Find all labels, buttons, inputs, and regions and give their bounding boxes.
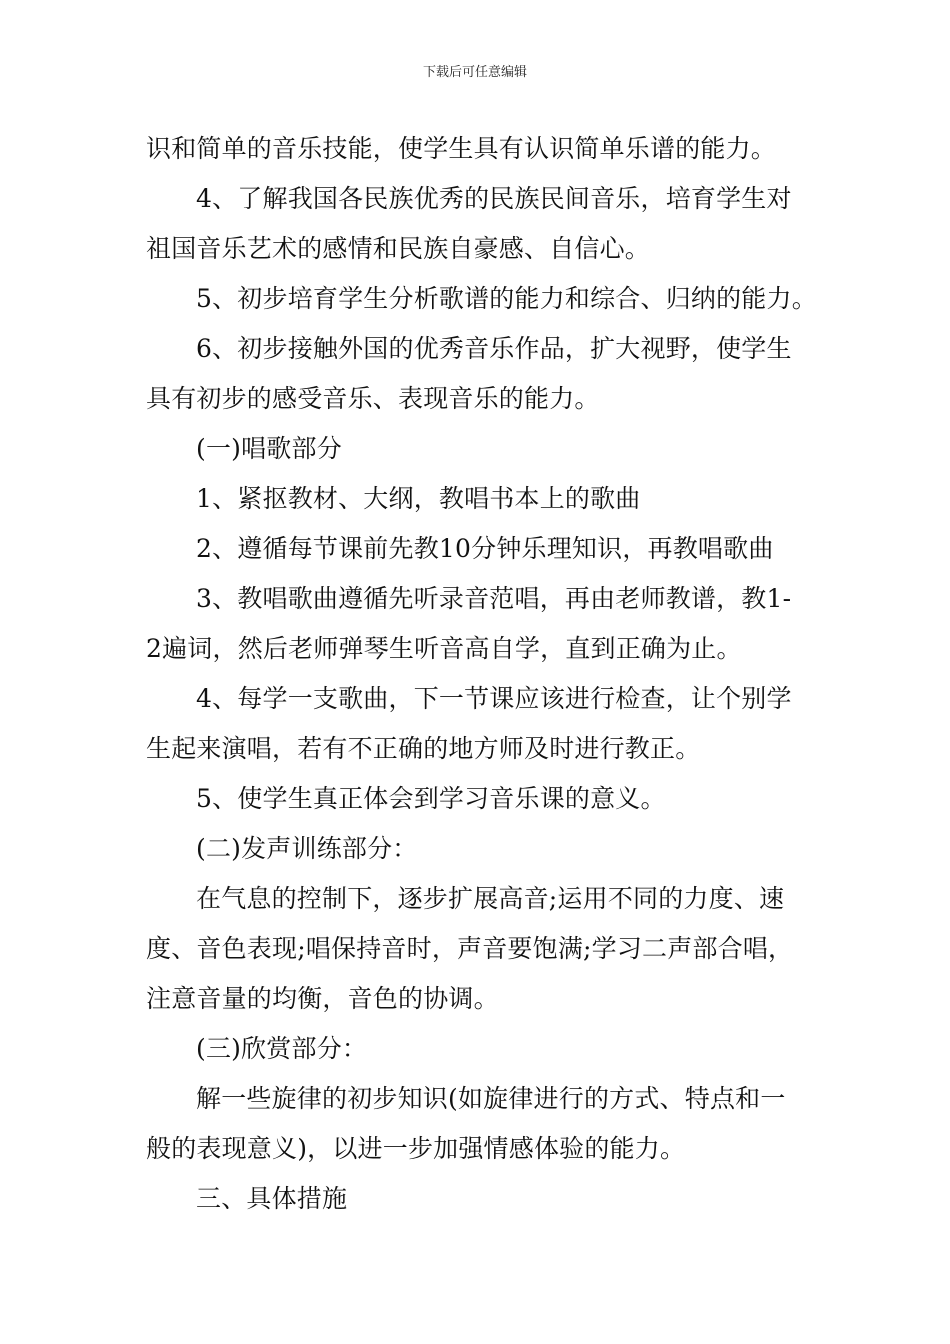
text-line: 5、使学生真正体会到学习音乐课的意义。 <box>196 784 666 813</box>
document-body <box>146 124 826 1224</box>
text-line: 具有初步的感受音乐、表现音乐的能力。 <box>146 384 600 413</box>
text-line: 2、遵循每节课前先教10分钟乐理知识，再教唱歌曲 <box>196 534 774 563</box>
section-heading: (二)发声训练部分： <box>196 834 418 863</box>
text-line: 注意音量的均衡，音色的协调。 <box>146 984 499 1013</box>
text-line: 2遍词，然后老师弹琴生听音高自学，直到正确为止。 <box>146 634 742 663</box>
text-line: 识和简单的音乐技能，使学生具有认识简单乐谱的能力。 <box>146 134 777 163</box>
text-line: 般的表现意义)，以进一步加强情感体验的能力。 <box>146 1134 686 1163</box>
section-heading: 三、具体措施 <box>196 1184 348 1213</box>
text-line: 解一些旋律的初步知识(如旋律进行的方式、特点和一 <box>196 1084 786 1113</box>
section-heading: (一)唱歌部分 <box>196 434 342 463</box>
text-line: 生起来演唱，若有不正确的地方师及时进行教正。 <box>146 734 701 763</box>
text-line: 祖国音乐艺术的感情和民族自豪感、自信心。 <box>146 234 651 263</box>
text-line: 4、每学一支歌曲，下一节课应该进行检查，让个别学 <box>196 684 792 713</box>
text-line: 6、初步接触外国的优秀音乐作品，扩大视野，使学生 <box>196 334 792 363</box>
text-line: 1、紧抠教材、大纲，教唱书本上的歌曲 <box>196 484 641 513</box>
section-heading: (三)欣赏部分： <box>196 1034 368 1063</box>
text-line: 在气息的控制下，逐步扩展高音;运用不同的力度、速 <box>196 884 785 913</box>
page-header: 下载后可任意编辑 <box>422 65 527 80</box>
text-line: 度、音色表现;唱保持音时，声音要饱满;学习二声部合唱， <box>146 934 794 963</box>
text-line: 5、初步培育学生分析歌谱的能力和综合、归纳的能力。 <box>196 284 817 313</box>
text-line: 4、了解我国各民族优秀的民族民间音乐，培育学生对 <box>196 184 792 213</box>
text-line: 3、教唱歌曲遵循先听录音范唱，再由老师教谱，教1- <box>196 584 792 613</box>
